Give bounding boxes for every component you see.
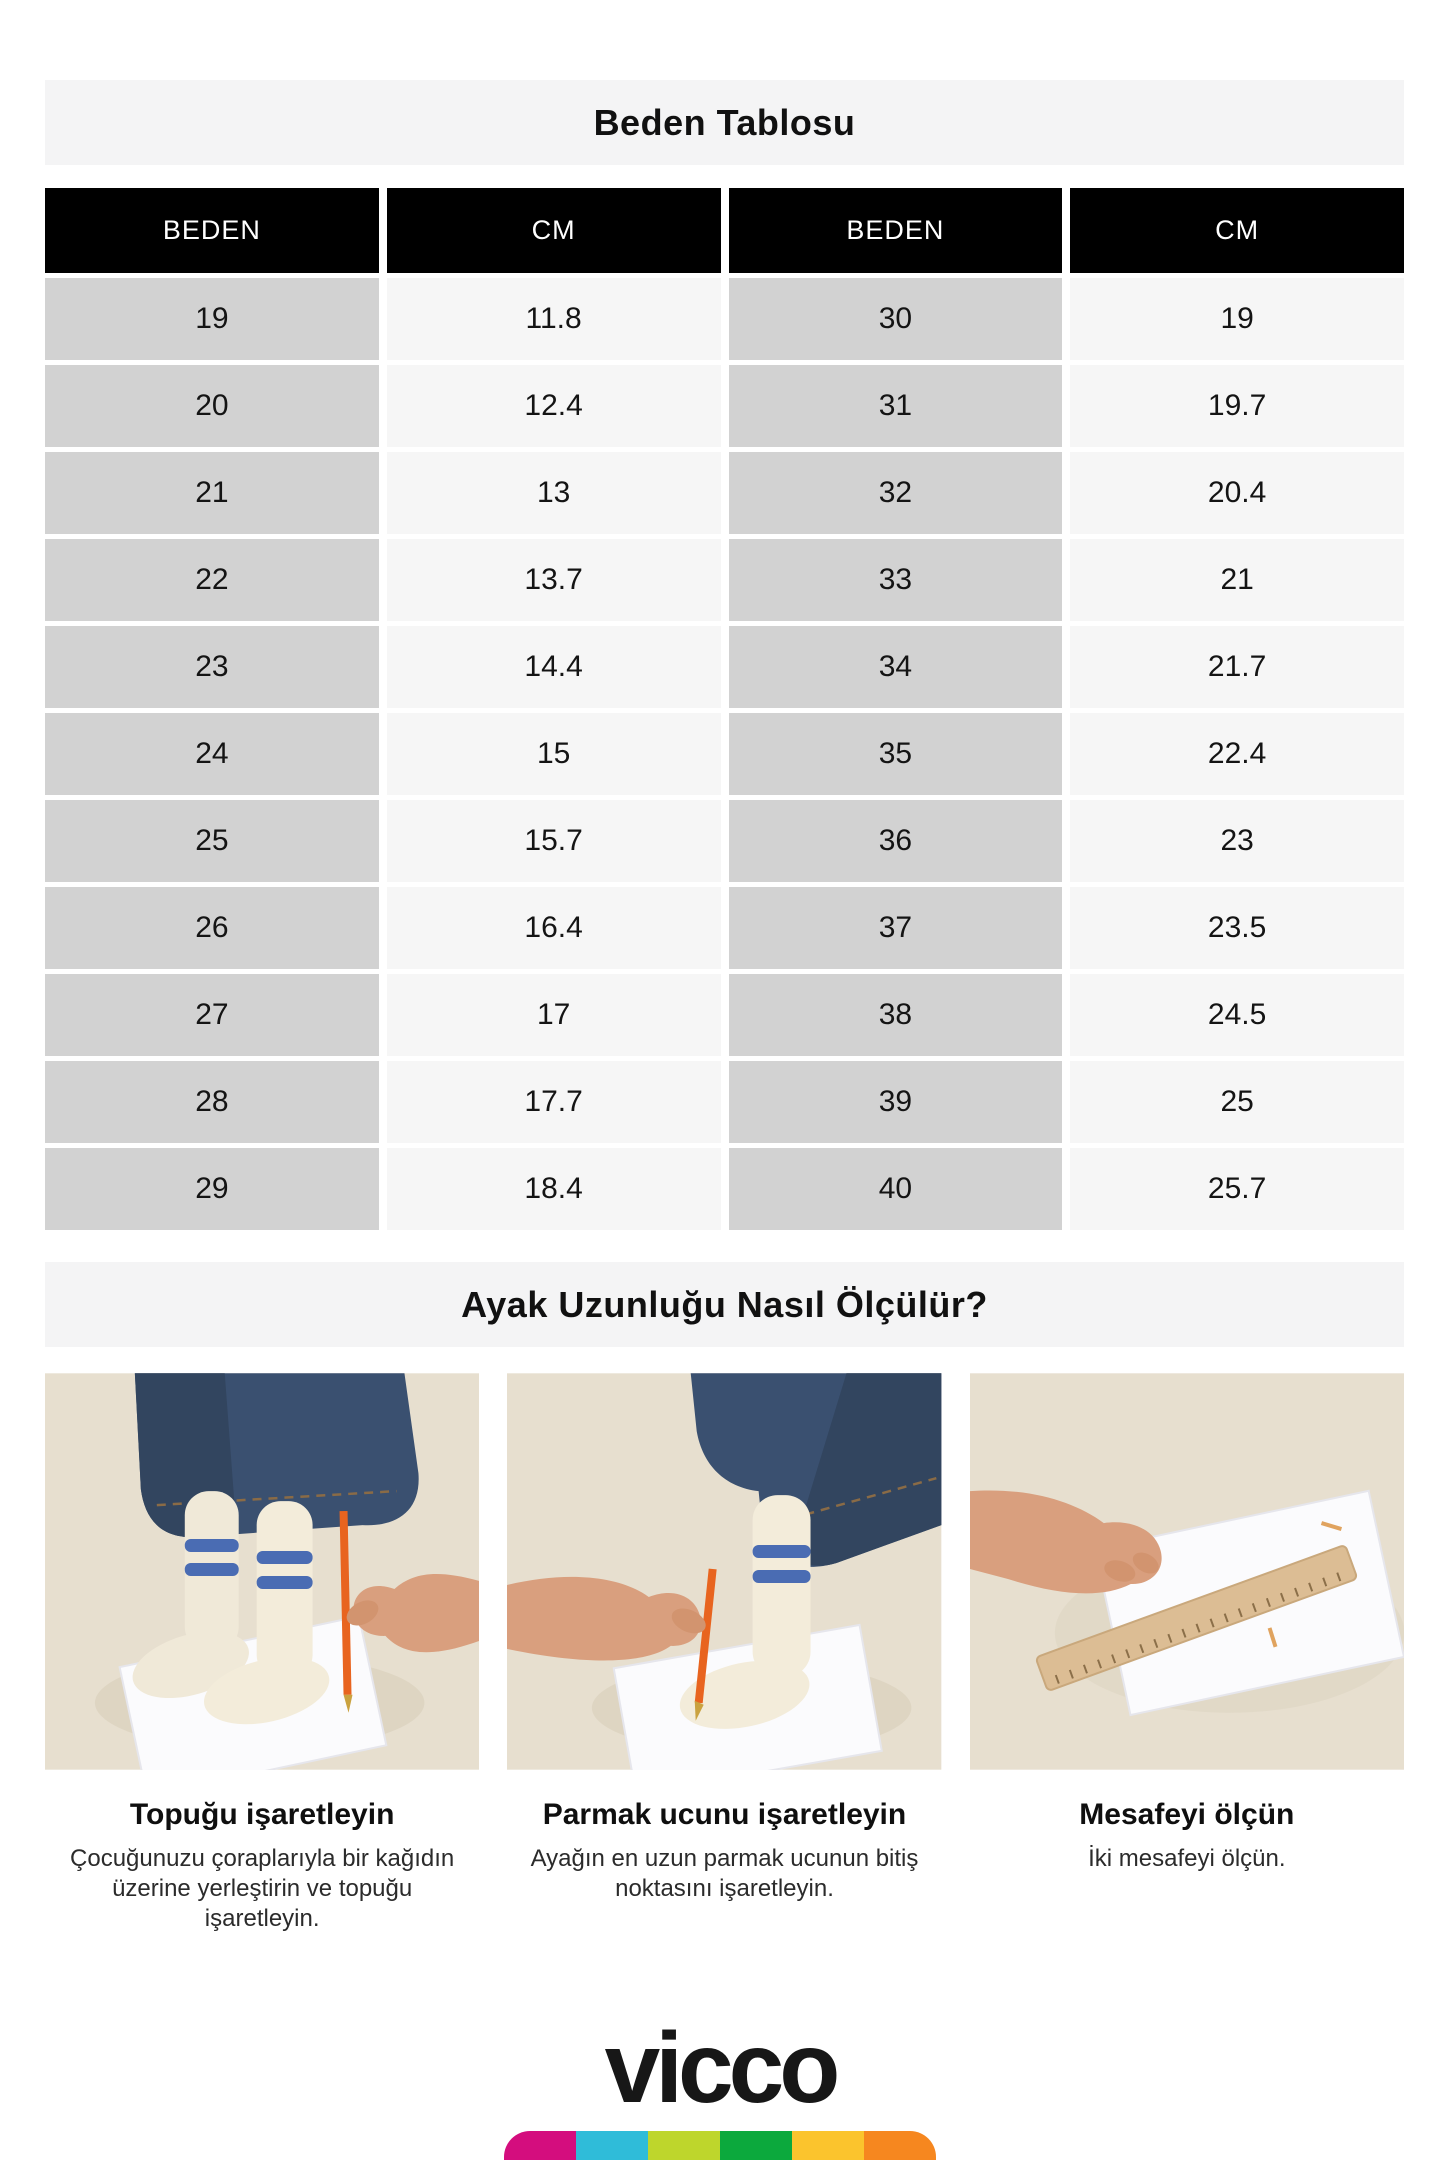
size-cell: 19	[45, 278, 379, 360]
size-cell: 39	[729, 1061, 1063, 1143]
step-mark-heel	[45, 1373, 479, 1934]
cm-cell: 20.4	[1070, 452, 1404, 534]
color-bar-segment	[648, 2131, 720, 2160]
color-bar-segment	[576, 2131, 648, 2160]
size-cell: 30	[729, 278, 1063, 360]
vicco-color-bar	[504, 2131, 936, 2160]
cm-cell: 21.7	[1070, 626, 1404, 708]
color-bar-segment	[864, 2131, 936, 2160]
cm-cell: 14.4	[387, 626, 721, 708]
size-cell: 25	[45, 800, 379, 882]
color-bar-segment	[792, 2131, 864, 2160]
cm-cell: 17	[387, 974, 721, 1056]
cm-cell: 15	[387, 713, 721, 795]
cm-cell: 12.4	[387, 365, 721, 447]
size-cell: 35	[729, 713, 1063, 795]
size-cell: 40	[729, 1148, 1063, 1230]
cm-cell: 15.7	[387, 800, 721, 882]
size-cell: 28	[45, 1061, 379, 1143]
step-photo-measure-distance	[970, 1373, 1404, 1770]
size-table-title-bar	[45, 80, 1404, 165]
color-bar-segment	[504, 2131, 576, 2160]
cm-cell: 19.7	[1070, 365, 1404, 447]
size-cell: 23	[45, 626, 379, 708]
size-cell: 21	[45, 452, 379, 534]
step-photo-mark-heel	[45, 1373, 479, 1770]
size-cell: 24	[45, 713, 379, 795]
cm-cell: 22.4	[1070, 713, 1404, 795]
step-description: Çocuğunuzu çoraplarıyla bir kağıdın üzerine yerleştirin ve topuğu işaretleyin.	[70, 1845, 455, 1932]
size-cell: 37	[729, 887, 1063, 969]
step-mark-toe	[507, 1373, 941, 1934]
step-description: Ayağın en uzun parmak ucunun bitiş noktasını işaretleyin.	[530, 1845, 919, 1902]
size-cell: 29	[45, 1148, 379, 1230]
step-photo-mark-toe	[507, 1373, 941, 1770]
size-table-header-cell: BEDEN	[729, 188, 1063, 273]
color-bar-segment	[720, 2131, 792, 2160]
size-cell: 27	[45, 974, 379, 1056]
measure-distance-illustration	[970, 1373, 1404, 1770]
cm-cell: 16.4	[387, 887, 721, 969]
step-measure-distance	[970, 1373, 1404, 1934]
cm-cell: 25	[1070, 1061, 1404, 1143]
measure-section-title: Ayak Uzunluğu Nasıl Ölçülür?	[461, 1283, 988, 1325]
mark-heel-illustration	[45, 1373, 479, 1770]
size-cell: 38	[729, 974, 1063, 1056]
cm-cell: 11.8	[387, 278, 721, 360]
size-cell: 33	[729, 539, 1063, 621]
size-table	[45, 188, 1404, 1230]
step-heading: Topuğu işaretleyin	[129, 1798, 395, 1831]
cm-cell: 13.7	[387, 539, 721, 621]
cm-cell: 24.5	[1070, 974, 1404, 1056]
size-table-header-cell: CM	[1070, 188, 1404, 273]
cm-cell: 21	[1070, 539, 1404, 621]
size-cell: 31	[729, 365, 1063, 447]
cm-cell: 23.5	[1070, 887, 1404, 969]
cm-cell: 13	[387, 452, 721, 534]
size-cell: 36	[729, 800, 1063, 882]
size-table-header-cell: CM	[387, 188, 721, 273]
cm-cell: 18.4	[387, 1148, 721, 1230]
step-heading: Parmak ucunu işaretleyin	[542, 1798, 907, 1831]
vicco-logo: vicco	[604, 2012, 836, 2124]
size-table-title: Beden Tablosu	[593, 101, 856, 143]
size-table-header-cell: BEDEN	[45, 188, 379, 273]
measure-section-title-bar	[45, 1262, 1404, 1347]
size-cell: 26	[45, 887, 379, 969]
cm-cell: 17.7	[387, 1061, 721, 1143]
cm-cell: 25.7	[1070, 1148, 1404, 1230]
measure-steps	[45, 1373, 1404, 1934]
size-cell: 22	[45, 539, 379, 621]
cm-cell: 19	[1070, 278, 1404, 360]
size-cell: 32	[729, 452, 1063, 534]
step-description: İki mesafeyi ölçün.	[1088, 1845, 1286, 1872]
cm-cell: 23	[1070, 800, 1404, 882]
size-cell: 20	[45, 365, 379, 447]
step-heading: Mesafeyi ölçün	[1079, 1798, 1295, 1831]
size-cell: 34	[729, 626, 1063, 708]
mark-toe-illustration	[507, 1373, 941, 1770]
